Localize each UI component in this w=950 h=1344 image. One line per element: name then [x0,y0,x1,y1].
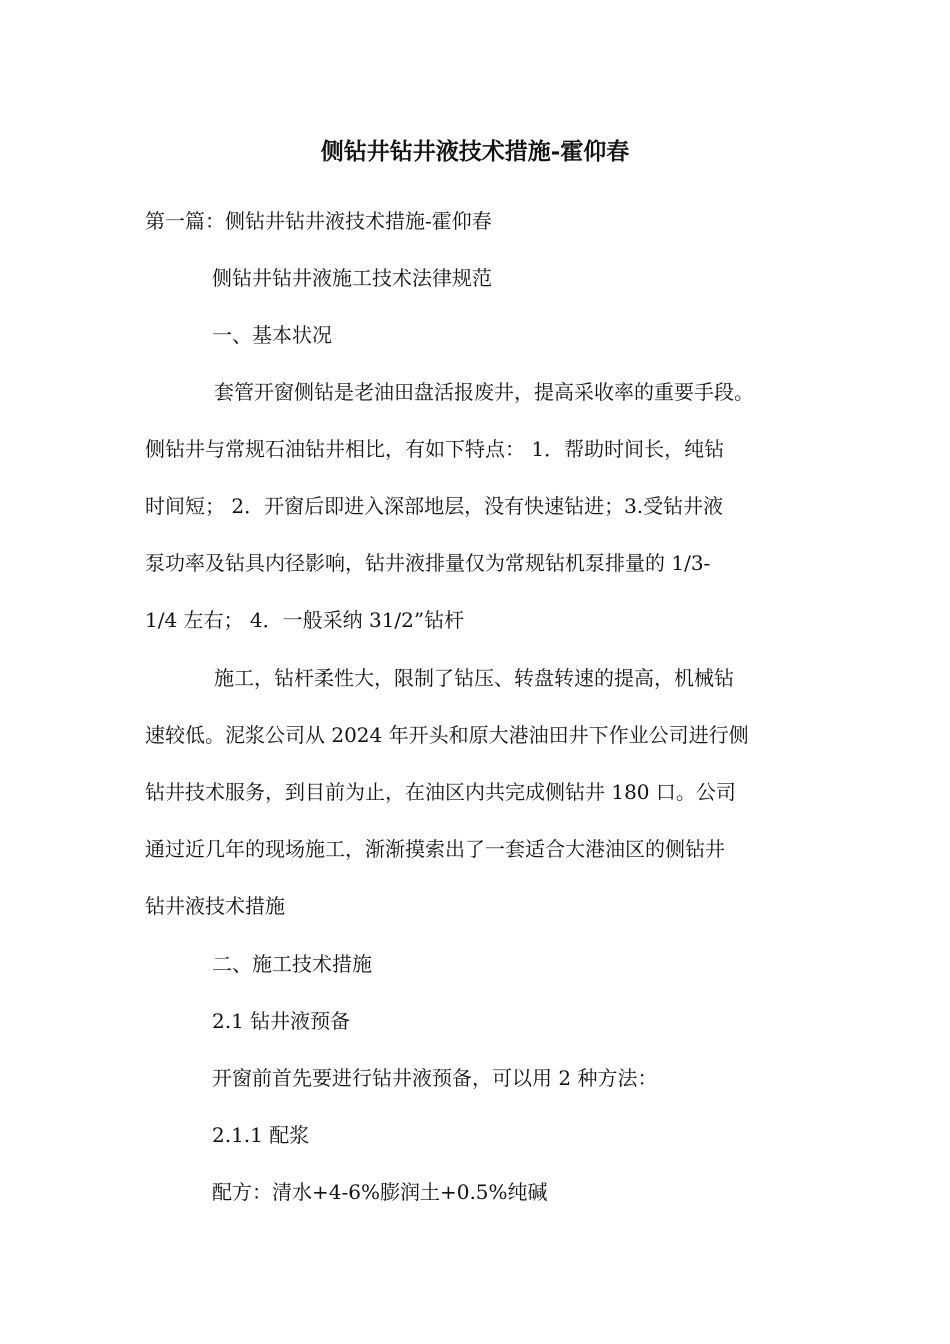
paragraph-line: 施工，钻杆柔性大，限制了钻压、转盘转速的提高，机械钻 [214,666,734,690]
paragraph-line: 侧钻井与常规石油钻井相比，有如下特点： 1．帮助时间长，纯钻 [145,437,725,461]
section-heading-first: 第一篇：侧钻井钻井液技术措施-霍仰春 [145,209,492,233]
paragraph-line: 开窗前首先要进行钻井液预备，可以用 2 种方法： [212,1066,658,1090]
heading-mud-mixing: 2.1.1 配浆 [212,1123,310,1147]
subtitle-line: 侧钻井钻井液施工技术法律规范 [212,266,492,290]
paragraph-line: 泵功率及钻具内径影响，钻井液排量仅为常规钻机泵排量的 1/3- [145,551,711,575]
heading-fluid-preparation: 2.1 钻井液预备 [212,1009,351,1033]
paragraph-line: 速较低。泥浆公司从 2024 年开头和原大港油田井下作业公司进行侧 [145,723,749,747]
paragraph-line: 通过近几年的现场施工，渐渐摸索出了一套适合大港油区的侧钻井 [145,837,725,861]
paragraph-line: 套管开窗侧钻是老油田盘活报废井，提高采收率的重要手段。 [214,380,754,404]
heading-basic-situation: 一、基本状况 [212,323,332,347]
paragraph-line: 1/4 左右； 4．一般采纳 31/2”钻杆 [145,608,465,632]
paragraph-line: 时间短； 2．开窗后即进入深部地层，没有快速钻进；3.受钻井液 [145,494,724,518]
document-title: 侧钻井钻井液技术措施-霍仰春 [320,138,630,165]
heading-construction-measures: 二、施工技术措施 [212,952,372,976]
formula-line: 配方：清水+4-6%膨润土+0.5%纯碱 [212,1180,548,1204]
paragraph-line: 钻井液技术措施 [145,894,285,918]
paragraph-line: 钻井技术服务，到目前为止，在油区内共完成侧钻井 180 口。公司 [145,780,736,804]
